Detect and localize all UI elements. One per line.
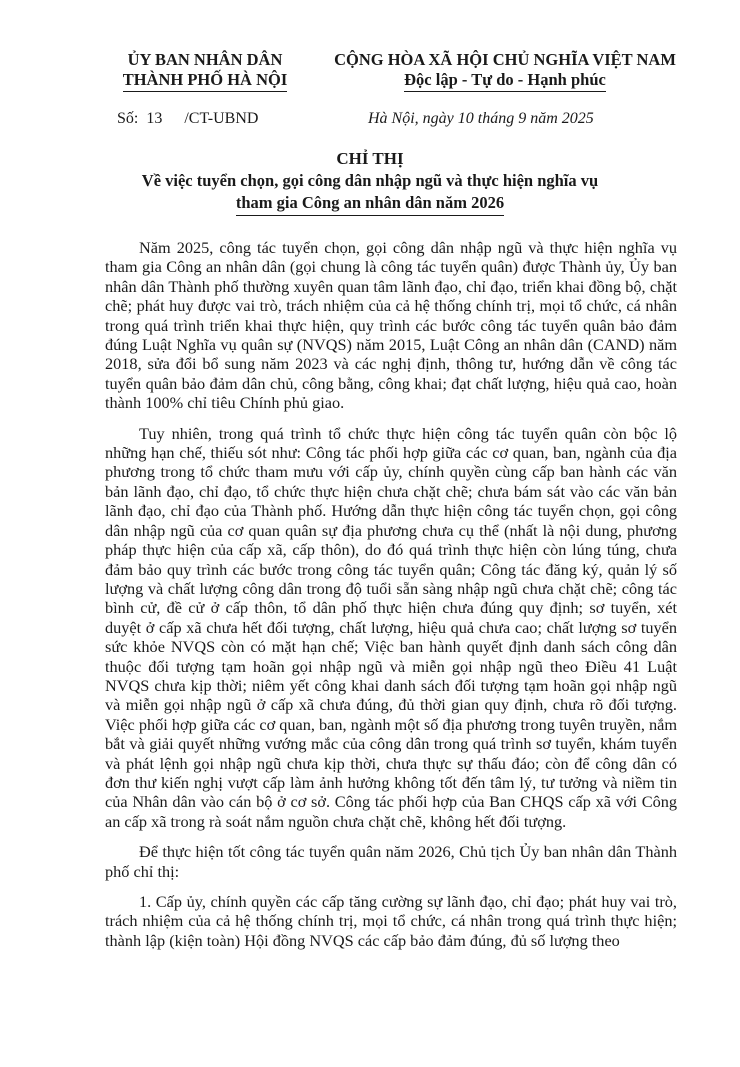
paragraph-directive-intro: Để thực hiện tốt công tác tuyển quân năm 2026, Chủ tịch Ủy ban nhân dân Thành phố chỉ thị: bbox=[105, 842, 677, 881]
paragraph-limitations: Tuy nhiên, trong quá trình tổ chức thực hiện công tác tuyển quân còn bộc lộ những hạn chế, thiếu sót như: Công tác phối hợp giữa các cơ quan, ban, ngành của địa phương trong tổ chức tham mưu với cấp ủy, chính quyền cùng cấp ban hành các văn bản lãnh đạo, chỉ đạo, tổ chức thực hiện chưa chặt chẽ; chưa bám sát vào các văn bản lãnh đạo, chỉ đạo của Thành phố. Hướng dẫn thực hiện công tác tuyển chọn, gọi công dân nhập ngũ của cơ quan quân sự địa phương chưa cụ thể (nhất là nội dung, phương pháp thực hiện của cấp xã, cấp thôn), do đó quá trình thực hiện còn lúng túng, chưa đảm bảo quy trình các bước trong công tác tuyển quân; Công tác đăng ký, quản lý số lượng và chất lượng công dân trong độ tuổi sẵn sàng nhập ngũ chưa chặt chẽ; công tác bình cử, đề cử ở cấp thôn, tổ dân phố thực hiện chưa đúng quy định; sơ tuyển, xét duyệt ở cấp xã chưa hết đối tượng, chất lượng, hiệu quả chưa cao; chất lượng sơ tuyển sức khỏe NVQS còn có mặt hạn chế; Việc ban hành quyết định danh sách công dân thuộc đối tượng tạm hoãn gọi nhập ngũ và miễn gọi nhập ngũ theo Điều 41 Luật NVQS chưa kịp thời; niêm yết công khai danh sách đối tượng tạm hoãn gọi nhập ngũ và miễn gọi nhập ngũ ở cấp xã chưa đúng, đủ thời gian quy định, chưa rõ đối tượng. Việc phối hợp giữa các cơ quan, ban, ngành một số địa phương trong tuyên truyền, nắm bắt và giải quyết những vướng mắc của công dân trong quá trình sơ tuyển, khám tuyển và phát lệnh gọi nhập ngũ chưa kịp thời, chưa thực sự thấu đáo; còn để công dân có đơn thư kiến nghị vượt cấp làm ảnh hưởng không tốt đến tâm lý, tư tưởng và niềm tin của Nhân dân vào cán bộ ở cơ sở. Công tác phối hợp của Ban CHQS cấp xã với Công an cấp xã trong rà soát nắm nguồn chưa chặt chẽ, không hết đối tượng. bbox=[105, 423, 677, 831]
subject-line-1: Về việc tuyển chọn, gọi công dân nhập ngũ và thực hiện nghĩa vụ bbox=[141, 171, 599, 190]
place-and-date: Hà Nội, ngày 10 tháng 9 năm 2025 bbox=[368, 110, 594, 127]
document-body bbox=[105, 238, 677, 954]
agency-name-line1: ỦY BAN NHÂN DÂN bbox=[127, 50, 283, 69]
number-value: 13 bbox=[146, 110, 163, 127]
number-label: Số: bbox=[117, 110, 139, 127]
issuing-agency bbox=[105, 50, 305, 92]
document-type: CHỈ THỊ bbox=[336, 149, 404, 168]
national-heading bbox=[305, 50, 705, 92]
paragraph-item-1: 1. Cấp ủy, chính quyền các cấp tăng cường sự lãnh đạo, chỉ đạo; phát huy vai trò, trách nhiệm của cả hệ thống chính trị, mọi tổ chức, cá nhân trong quá trình thực hiện; thành lập (kiện toàn) Hội đồng NVQS các cấp bảo đảm đúng, đủ số lượng theo bbox=[105, 892, 677, 950]
document-title bbox=[0, 148, 740, 216]
subject-line-2: tham gia Công an nhân dân năm 2026 bbox=[236, 192, 504, 216]
nation-name: CỘNG HÒA XÃ HỘI CHỦ NGHĨA VIỆT NAM bbox=[334, 50, 676, 69]
agency-name-line2: THÀNH PHỐ HÀ NỘI bbox=[123, 70, 288, 92]
document-number bbox=[117, 110, 258, 128]
paragraph-context: Năm 2025, công tác tuyển chọn, gọi công dân nhập ngũ và thực hiện nghĩa vụ tham gia Công an nhân dân (gọi chung là công tác tuyển quân) được Thành ủy, Ủy ban nhân dân Thành phố thường xuyên quan tâm lãnh đạo, chỉ đạo, triển khai đồng bộ, chặt chẽ; phát huy được vai trò, trách nhiệm của cả hệ thống chính trị, mọi tổ chức, cá nhân trong quá trình triển khai thực hiện, quy trình các bước công tác tuyển quân bảo đảm đúng Luật Nghĩa vụ quân sự (NVQS) năm 2015, Luật Công an nhân dân (CAND) năm 2018, sửa đổi bổ sung năm 2023 và các nghị định, thông tư, hướng dẫn về công tác tuyển quân bảo đảm dân chủ, công bằng, công khai; đạt chất lượng, hiệu quả cao, hoàn thành 100% chỉ tiêu Chính phủ giao. bbox=[105, 238, 677, 413]
document-code: /CT-UBND bbox=[184, 110, 259, 127]
national-motto: Độc lập - Tự do - Hạnh phúc bbox=[404, 70, 606, 92]
